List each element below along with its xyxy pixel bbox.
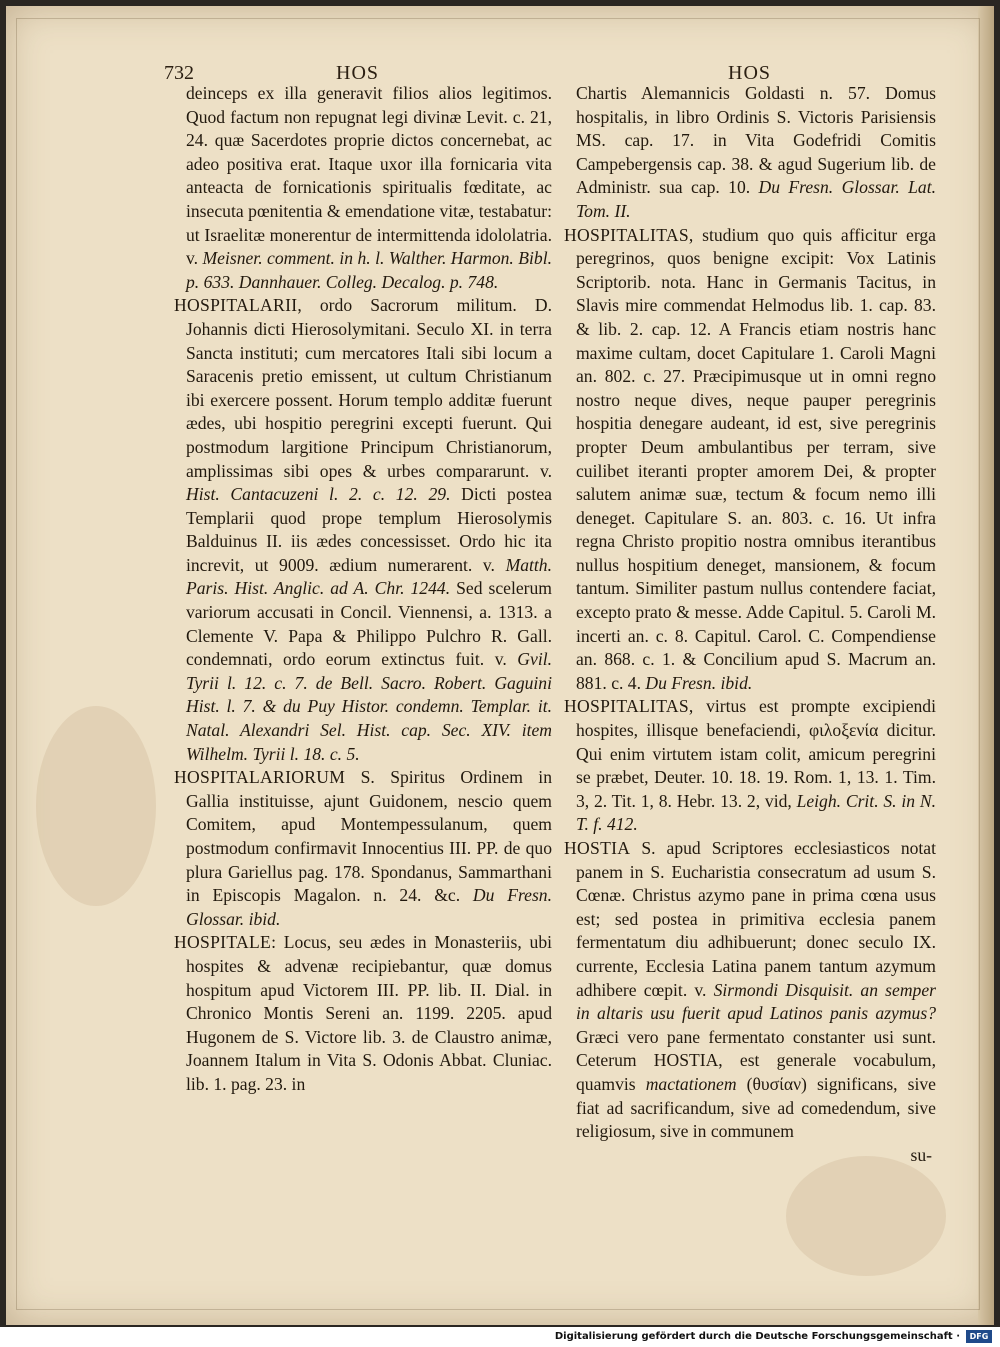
catchword: su- — [910, 1144, 932, 1165]
dictionary-entry — [174, 931, 552, 1096]
dictionary-entry — [564, 837, 936, 1144]
page-binding-edge — [978, 6, 994, 1325]
entry-headword: HOSPITALITAS — [564, 696, 689, 717]
citation: Sirmondi Disquisit. an semper in altaris usu fuerit apud Latinos panis azymus? — [576, 979, 936, 1024]
citation: Matth. Paris. Hist. Anglic. ad A. Chr. 1244. — [186, 554, 552, 599]
entry-continuation — [174, 82, 552, 294]
digitization-footer — [0, 1327, 1000, 1347]
dictionary-entry — [174, 766, 552, 931]
dictionary-entry — [564, 695, 936, 837]
footer-credit-text: Digitalisierung gefördert durch die Deutsche Forschungsgemeinschaft · — [554, 1331, 960, 1342]
citation: Du Fresn. Glossar. ibid. — [186, 885, 552, 929]
entry-headword: HOSTIA — [564, 838, 631, 858]
entry-text: Chartis Alemannicis Goldasti n. 57. Domus hospitalis, in libro Ordinis S. Victoris Parisiensis MS. cap. 17. in Vita Godefridi Comitis Campebergensis cap. 38. & agud Sugerium lib. de Administr. sua cap. 10. — [576, 83, 936, 198]
entry-continuation — [564, 82, 936, 224]
entry-text: (θυσίαν) significans, sive fiat ad sacrificandum, sive ad comedendum, sive religiosum, sive in communem — [576, 1073, 936, 1142]
paper-stain — [36, 706, 156, 906]
page-number: 732 — [164, 62, 194, 84]
dfg-logo: DFG — [966, 1330, 992, 1343]
entry-text: Sed scelerum variorum accusati in Concil. Viennensi, a. 1313. a Clemente V. Papa & Philippo Pulchro R. Gall. condemnati, ordo eorum extinctus fuit. v. — [186, 578, 552, 670]
entry-text: , ordo Sacrorum militum. D. Johannis dicti Hierosolymitani. Seculo XI. in terra Sancta instituti; cum mercatores Itali sibi locum a Saracenis pretio emissent, ut cultum Christianum ibi exercere possent. Horum templo additæ fuerunt ædes, ubi hospitio peregrini excepti fuerunt. Qui postmodum largitione Principum Christianorum, amplissimas sibi opes & urbes compararunt. v. — [186, 295, 552, 481]
entry-text: deinceps ex illa generavit filios alios legitimos. Quod factum non repugnat legi divinæ Levit. c. 21, 24. quæ Sacerdotes proprie dictos concernebat, ac adeo positiva erat. Itaque uxor illa fornicaria vita anteacta de fornicationis spiritualis fœditate, ac insecuta pœnitentia & emendatione vitæ, testabatur: ut Israelitæ monerentur de intermittenda idololatria. v. — [186, 83, 552, 269]
entry-text: , virtus est prompte excipiendi hospites, illisque benefaciendi, φιλοξενία dicitur. Qui enim virtutem istam colit, amicum peregrini se præbet, Deuter. 10. 18. 19. Rom. 1, 13. 1. Tim. 3, 2. Tit. 1, 8. Hebr. 13. 2, vid, — [576, 696, 936, 811]
entry-text: S. apud Scriptores ecclesiasticos notat panem in S. Eucharistia consecratum ad usum S. Cœnæ. Christus azymo pane in prima cœna usus est; sed postea in primitiva ecclesia panem fermentatum diu adhibuerunt; donec seculo IX. currente, Ecclesia Latina panem tantum azymum adhibere cœpit. v. — [576, 838, 936, 1000]
entry-text: : Locus, seu ædes in Monasteriis, ubi hospites & advenæ recipiebantur, quæ domus hospitum apud Victorem III. PP. lib. II. Dial. in Chronico Montis Sereni an. 1199. 2205. apud Hugonem de S. Victore lib. 3. de Claustro animæ, Joannem Italum in Vita S. Odonis Abbat. Cluniac. lib. 1. pag. 23. in — [186, 932, 552, 1094]
entry-headword: HOSPITALE — [174, 932, 272, 953]
entry-headword: HOSPITALARII — [174, 295, 298, 316]
citation: Hist. Cantacuzeni l. 2. c. 12. 29. — [186, 484, 451, 505]
entry-text: S. Spiritus Ordinem in Gallia instituisse, ajunt Guidonem, nescio quem Comitem, apud Montempessulanum, quem postmodum confirmavit Innocentius III. PP. de quo plura Gariellus pag. 178. Spondanus, Sammarthani in Episcopis Magalon. n. 24. &c. — [186, 767, 552, 906]
citation: Leigh. Crit. S. in N. T. f. 412. — [576, 790, 936, 835]
entry-text: , studium quo quis afficitur erga peregrinos, quos benigne excipit: Vox Latinis Scriptorib. nota. Hanc in Germanis Tacitus, in Slavis mire commendat Helmodus lib. 1. cap. 83. & lib. 2. cap. 12. A Francis etiam nostris hanc maxime cultam, docet Capitulare 1. Caroli Magni an. 802. c. 27. Præcipimusque ut in omni regno nostro neque dives, neque pauper peregrinis hospitia denegare audeant, id est, sive peregrinis propter Deum ambulantibus per terram, sive cuilibet iteranti propter amorem Dei, & propter salutem animæ suæ, tectum & focum nemo illi deneget. Capitulare S. an. 803. c. 16. Ut infra regna Christo propitio nostra omnibus iterantibus nullus hospitium deneget, mansionem, & focum tantum. Similiter pastum nullus contendere faciat, excepto prato & messe. Adde Capitul. 5. Caroli M. incerti an. c. 8. Capitul. Carol. C. Compendiense an. 868. c. 1. & Concilium apud S. Macrum an. 881. c. 4. — [576, 224, 936, 693]
entry-text: Græci vero pane fermentato constanter usi sunt. Ceterum HOSTIA, est generale vocabulum, quamvis — [576, 1026, 936, 1094]
entry-text: Dicti postea Templarii quod prope templum Hierosolymis Balduinus II. iis ædes concessisset. Ordo hic ita increvit, ut 9009. ædium numerarent. v. — [186, 484, 552, 575]
entry-headword: HOSPITALARIORUM — [174, 767, 346, 788]
citation: Du Fresn. ibid. — [641, 672, 753, 693]
left-column — [174, 82, 552, 1097]
citation: mactationem — [635, 1073, 737, 1094]
citation: Meisner. comment. in h. l. Walther. Harmon. Bibl. p. 633. Dannhauer. Colleg. Decalog. p. 748. — [186, 248, 552, 292]
citation: Gvil. Tyrii l. 12. c. 7. de Bell. Sacro. Robert. Gaguini Hist. l. 7. & du Puy Histor. condemn. Templar. it. Natal. Alexandri Sel. Hist. cap. Sec. XIV. item Wilhelm. Tyrii l. 18. c. 5. — [186, 649, 552, 764]
dictionary-entry — [564, 224, 936, 696]
citation: Du Fresn. Glossar. Lat. Tom. II. — [576, 177, 936, 221]
running-head-right: HOS — [728, 62, 772, 84]
paper-stain — [786, 1156, 946, 1276]
running-head-left: HOS — [336, 62, 380, 84]
book-page — [6, 6, 994, 1325]
dictionary-entry — [174, 294, 552, 766]
entry-headword: HOSPITALITAS — [564, 224, 689, 245]
right-column — [564, 82, 936, 1167]
